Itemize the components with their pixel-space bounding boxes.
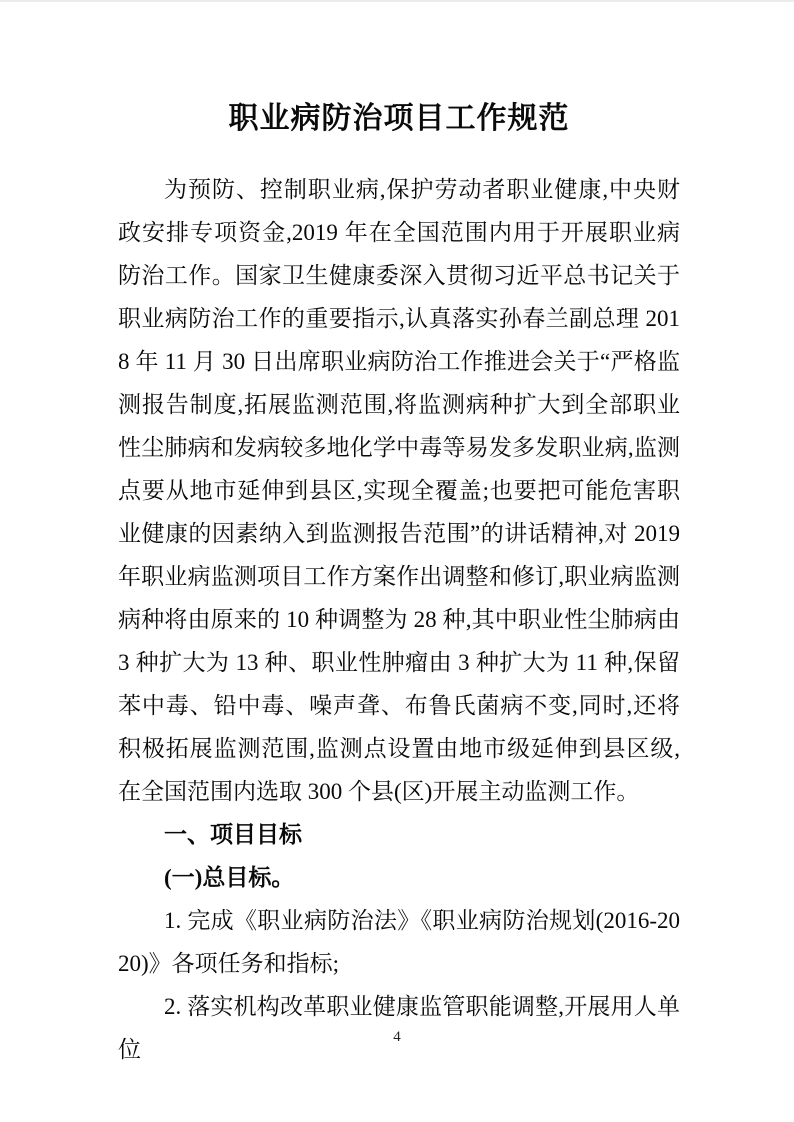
subsection-heading-overall-goal: (一)总目标。 (164, 865, 295, 890)
page-number: 4 (393, 1029, 401, 1045)
goal-item-2: 2. 落实机构改革职业健康监管职能调整,开展用人单位 (118, 994, 680, 1062)
document-body (118, 96, 680, 1071)
section-heading-project-goals: 一、项目目标 (164, 821, 302, 847)
goal-item-1: 1. 完成《职业病防治法》《职业病防治规划(2016-2020)》各项任务和指标; (118, 908, 680, 976)
page-title: 职业病防治项目工作规范 (228, 102, 570, 135)
intro-paragraph: 为预防、控制职业病,保护劳动者职业健康,中央财政安排专项资金,2019 年在全国范围内用于开展职业病防治工作。国家卫生健康委深入贯彻习近平总书记关于职业病防治工作的重要指示,认真落实孙春兰副总理 2018 年 11 月 30 日出席职业病防治工作推进会关于“严格监测报告制度,拓展监测范围,将监测病种扩大到全部职业性尘肺病和发病较多地化学中毒等易发多发职业病,监测点要从地市延伸到县区,实现全覆盖;也要把可能危害职业健康的因素纳入到监测报告范围”的讲话精神,对 2019 年职业病监测项目工作方案作出调整和修订,职业病监测病种将由原来的 10 种调整为 28 种,其中职业性尘肺病由 3 种扩大为 13 种、职业性肿瘤由 3 种扩大为 11 种,保留苯中毒、铅中毒、噪声聋、布鲁氏菌病不变,同时,还将积极拓展监测范围,监测点设置由地市级延伸到县区级,在全国范围内选取 300 个县(区)开展主动监测工作。 (118, 177, 680, 804)
